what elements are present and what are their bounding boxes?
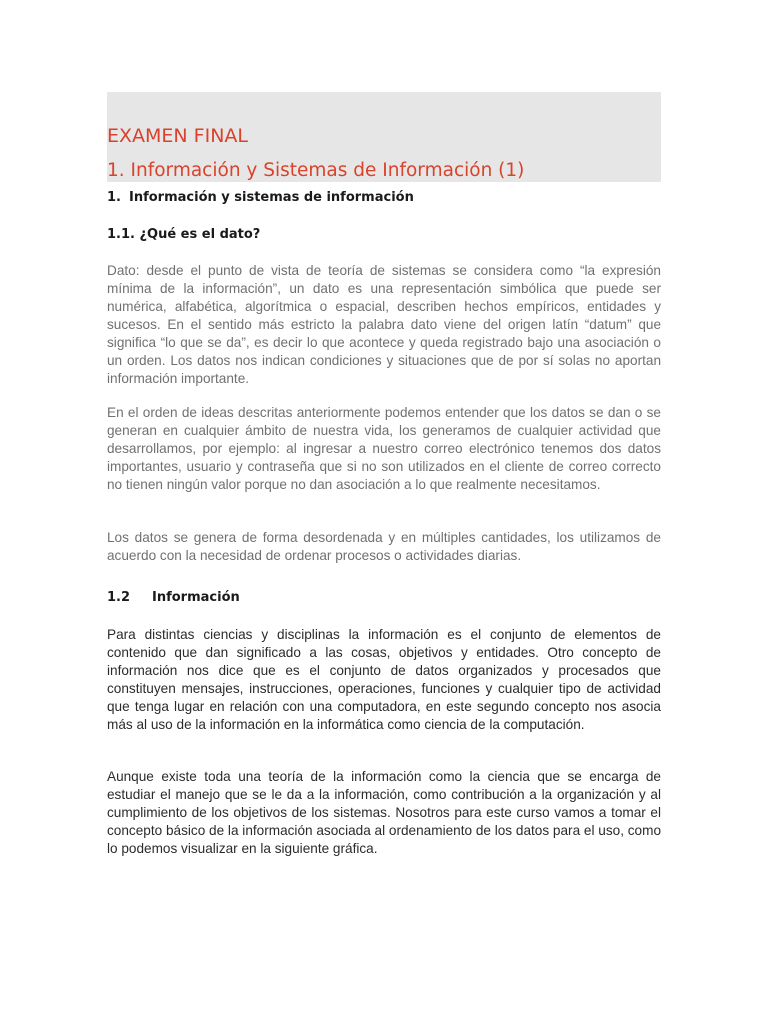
document-page bbox=[107, 92, 661, 856]
paragraph-dato-1: Dato: desde el punto de vista de teoría de sistemas se considera como “la expresión mínima de la información”, un dato es una representación simbólica que puede ser numérica, alfabética, algorítmica o espacial, describen hechos empíricos, entidades y sucesos. En el sentido más estricto la palabra dato viene del origen latín “datum” que significa “lo que se da”, es decir lo que acontece y queda registrado bajo una asociación o un orden. Los datos nos indican condiciones y situaciones que de por sí solas no aportan información importante. bbox=[107, 263, 661, 386]
paragraph-info-2: Aunque existe toda una teoría de la información como la ciencia que se encarga de estudiar el manejo que se le da a la información, como contribución a la organización y al cumplimiento de los objetivos de los sistemas. Nosotros para este curso vamos a tomar el concepto básico de la información asociada al ordenamiento de los datos para el uso, como lo podemos visualizar en la siguiente gráfica. bbox=[107, 769, 661, 856]
heading-1 bbox=[107, 190, 414, 205]
paragraph-info-1: Para distintas ciencias y disciplinas la información es el conjunto de elementos de contenido que dan significado a las cosas, objetivos y entidades. Otro concepto de información nos dice que es el conjunto de datos organizados y procesados que constituyen mensajes, instrucciones, operaciones, funciones y cualquier tipo de actividad que tenga lugar en relación con una computadora, en este segundo concepto nos asocia más al uso de la información en la informática como ciencia de la computación. bbox=[107, 627, 661, 732]
heading-1-number: 1. bbox=[107, 190, 121, 205]
heading-1-2-text: Información bbox=[152, 590, 240, 605]
header-band bbox=[107, 92, 661, 182]
heading-1-text: Información y sistemas de información bbox=[129, 190, 414, 205]
heading-1-2 bbox=[107, 590, 240, 605]
paragraph-dato-2: En el orden de ideas descritas anteriormente podemos entender que los datos se dan o se generan en cualquier ámbito de nuestra vida, los generamos de cualquier actividad que desarrollamos, por ejemplo: al ingresar a nuestro correo electrónico tenemos dos datos importantes, usuario y contraseña que si no son utilizados en el cliente de correo correcto no tienen ningún valor porque no dan asociación a lo que realmente necesitamos. bbox=[107, 405, 661, 492]
exam-title: EXAMEN FINAL bbox=[107, 125, 248, 147]
paragraph-dato-3: Los datos se genera de forma desordenada y en múltiples cantidades, los utilizamos de acuerdo con la necesidad de ordenar procesos o actividades diarias. bbox=[107, 530, 661, 563]
section-title: 1. Información y Sistemas de Información (1) bbox=[107, 160, 525, 181]
heading-1-1: 1.1. ¿Qué es el dato? bbox=[107, 227, 261, 242]
heading-1-2-number: 1.2 bbox=[107, 590, 131, 605]
